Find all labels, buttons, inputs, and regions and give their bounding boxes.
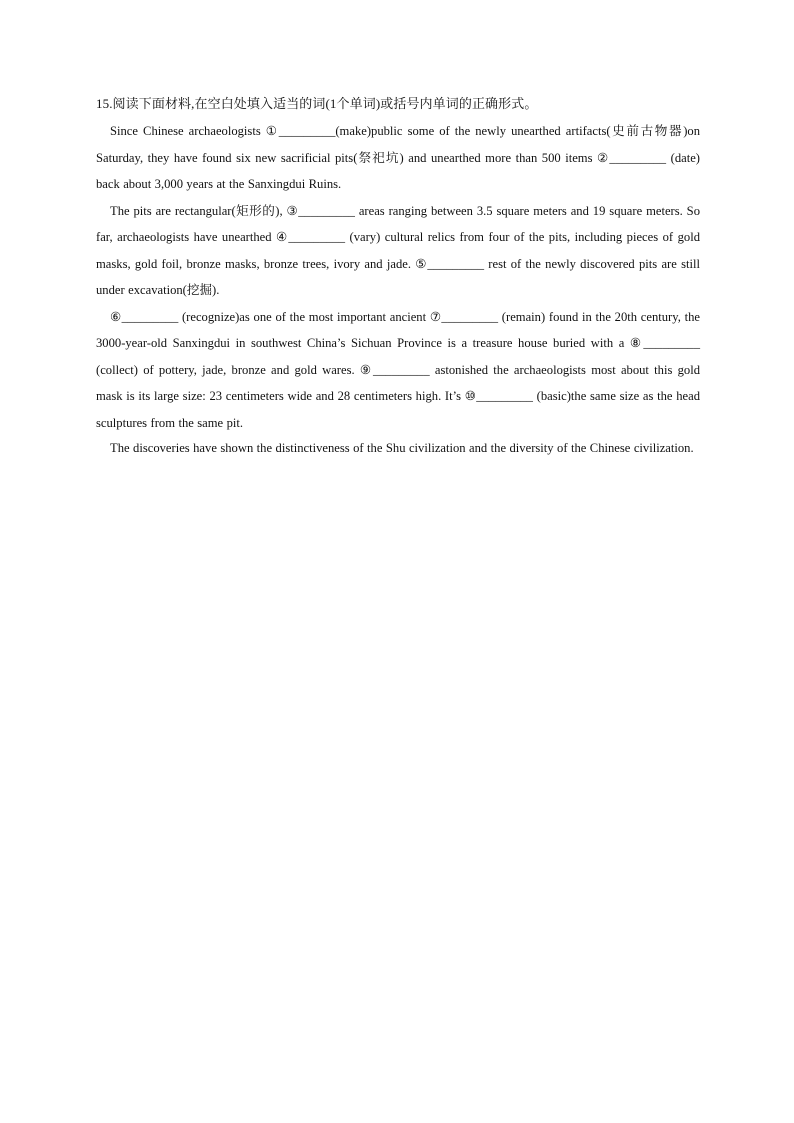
question-title: 15.阅读下面材料,在空白处填入适当的词(1个单词)或括号内单词的正确形式。 bbox=[96, 96, 538, 111]
paragraph-4: The discoveries have shown the distinctiveness of the Shu civilization and the diversity of the Chinese civilization. bbox=[110, 441, 694, 455]
question-block bbox=[96, 94, 700, 461]
paragraph-1: Since Chinese archaeologists ①_________(make)public some of the newly unearthed artifacts(史前古物器)on Saturday, they have found six new sacrificial pits(祭祀坑) and unearthed more than 500 items ②_________ (date) back about 3,000 years at the Sanxingdui Ruins. bbox=[96, 124, 700, 191]
paragraph-2: The pits are rectangular(矩形的), ③_________ areas ranging between 3.5 square meters and 19 square meters. So far, archaeologists have unearthed ④_________ (vary) cultural relics from four of the pits, including pieces of gold masks, gold foil, bronze masks, bronze trees, ivory and jade. ⑤_________ rest of the newly discovered pits are still under excavation(挖掘). bbox=[96, 203, 700, 297]
paragraph-3: ⑥_________ (recognize)as one of the most important ancient ⑦_________ (remain) found in the 20th century, the 3000-year-old Sanxingdui in southwest China’s Sichuan Province is a treasure house buried with a ⑧_________ (collect) of pottery, jade, bronze and gold wares. ⑨_________ astonished the archaeologists most about this gold mask is its large size: 23 centimeters wide and 28 centimeters high. It’s ⑩_________ (basic)the same size as the head sculptures from the same pit. bbox=[96, 309, 700, 430]
